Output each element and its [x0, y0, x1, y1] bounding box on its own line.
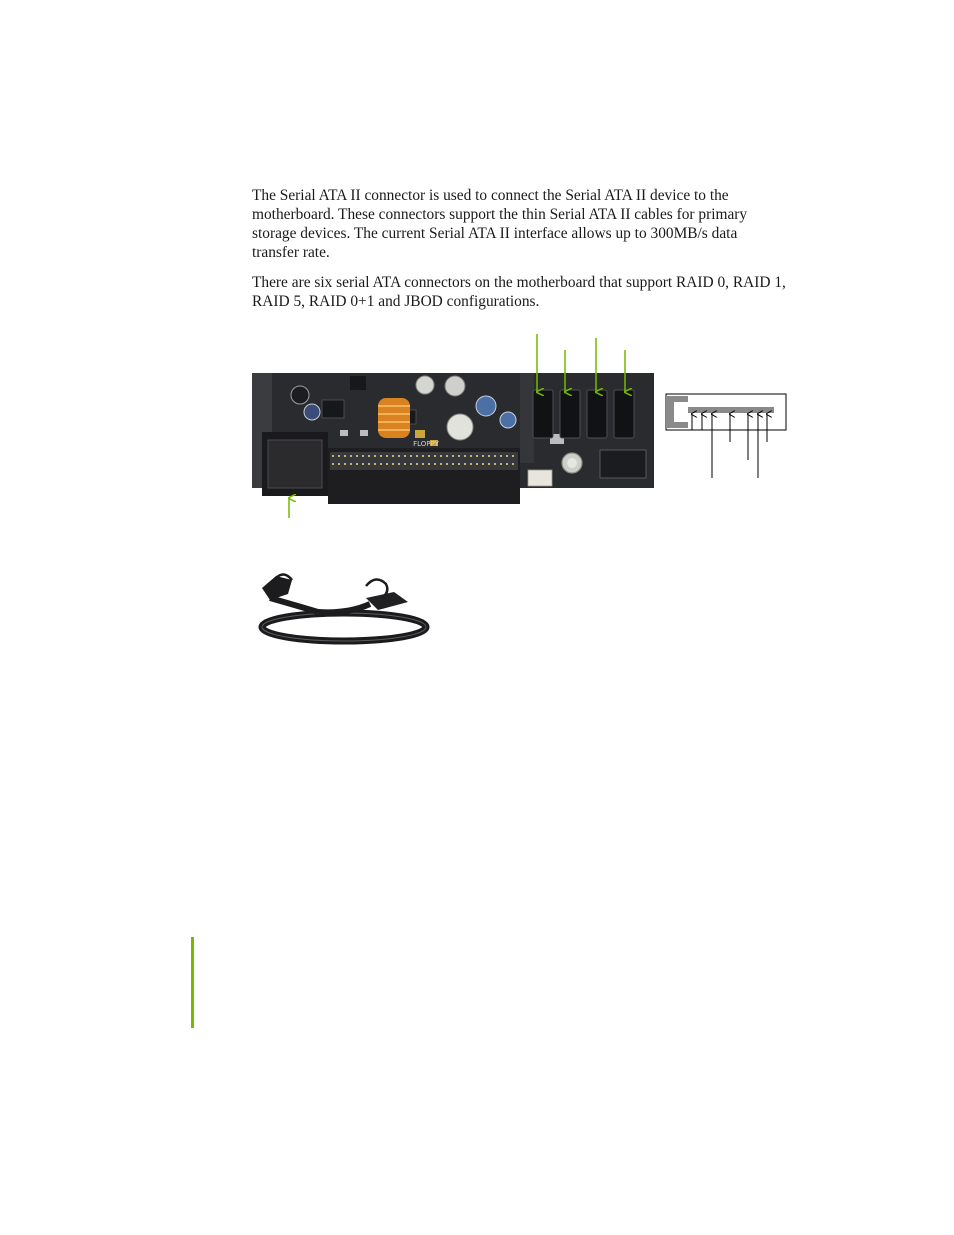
- sata-cable-icon: [258, 570, 434, 646]
- cable-loop: [262, 613, 426, 641]
- sata-connector-left: [262, 432, 328, 496]
- motherboard-sata-photo: [250, 330, 656, 522]
- floppy-connector: [328, 440, 520, 504]
- sata-pin-diagram: [660, 388, 790, 480]
- intro-paragraph: The Serial ATA II connector is used to connect the Serial ATA II device to the motherboard. These connectors support the thin Serial ATA II cables for primary storage devices. The current Serial ATA II interface allows up to 300MB/s data transfer rate.: [252, 187, 748, 261]
- floppy-label: FLOPPY: [413, 440, 439, 448]
- pin-callouts: [692, 414, 767, 478]
- choke-coil: [378, 398, 410, 438]
- margin-accent-bar: [191, 937, 194, 1028]
- cable-connector-left: [262, 574, 318, 612]
- raid-paragraph: There are six serial ATA connectors on the motherboard that support RAID 0, RAID 1, RAID 5, RAID 0+1 and JBOD configurations.: [252, 274, 786, 310]
- cable-connector-right: [318, 579, 408, 612]
- connector-outline: [666, 394, 786, 430]
